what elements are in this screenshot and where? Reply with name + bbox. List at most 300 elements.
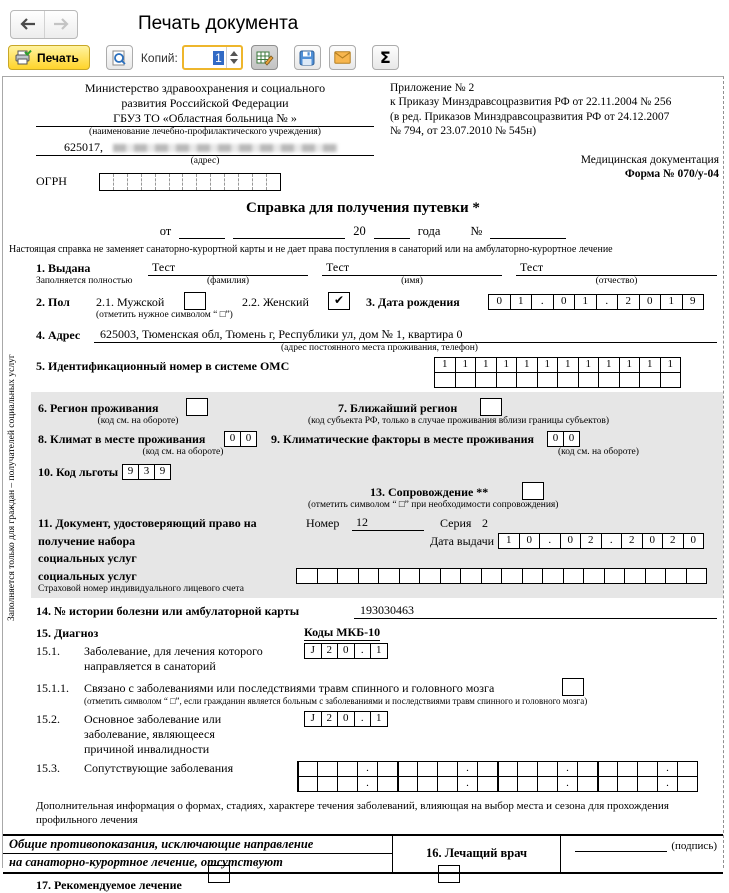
grid-cell: . [457,761,478,777]
ogrn-grid [99,173,281,191]
date-year-blank [374,226,410,239]
seria-value: 2 [482,515,488,530]
field3-label: 3. Дата рождения [366,294,460,309]
field13-label: 13. Сопровождение ** [370,485,489,499]
grid-cell [377,761,398,777]
grid-cell [397,776,418,792]
date-day-blank [179,226,225,239]
nav-history-group [10,10,78,39]
appendix-line3: (в ред. Приказов Минздравсоцразвития РФ от 24.12.2007 [390,110,670,123]
copies-spin-buttons[interactable] [226,47,241,68]
grid-cell [597,761,618,777]
grid-cell [617,761,638,777]
grid-cell [337,761,358,777]
field7-caption: (код субъекта РФ, только в случае проживания вблизи границы субъектов) [308,416,609,427]
grid-cell: 3 [138,464,155,480]
date-year-prefix: 20 [353,223,366,238]
facility-address-zip: 625017, [64,139,103,154]
nomer-label: Номер [306,515,340,530]
grid-cell [455,372,477,388]
field2-note: (отметить нужное символом “ □”) [96,309,233,320]
grid-cell [496,372,518,388]
seria-label: Серия [440,515,472,530]
grid-cell: 9 [154,464,171,480]
date-year-word: года [417,223,441,238]
grid-cell [677,776,698,792]
extra-note-row2 [3,814,723,828]
grid-cell: 9 [682,294,705,310]
snils-caption: Страховой номер индивидуального лицевого счета [38,583,244,594]
grid-cell [516,372,538,388]
grid-cell: 1 [619,357,641,373]
grid-cell [497,761,518,777]
field11-label1: 11. Документ, удостоверяющий право на [38,515,257,530]
grid-cell: . [354,711,372,727]
table-edit-icon [256,50,273,66]
birthdate-grid [488,294,704,310]
field17-label: 17. Рекомендуемое лечение [36,877,182,892]
grid-cell [624,568,646,584]
nomer-value: 12 [352,515,424,531]
field11-row4 [38,568,723,584]
grid-cell [317,761,338,777]
field8-grid [224,431,257,447]
header-right [374,81,723,191]
grid-cell: 1 [498,533,520,549]
oms-grid-row2 [434,372,681,388]
grid-cell: 1 [516,357,538,373]
grid-cell: 0 [639,294,662,310]
field8-9-captions [38,447,723,459]
field8-caption: (код см. на обороте) [142,447,224,458]
grid-cell: 0 [337,643,355,659]
address-caption: (адрес) [190,155,220,166]
snils-grid [296,568,707,584]
signature-cell [561,836,723,872]
grid-cell: 0 [683,533,705,549]
form-number: Форма № 070/у-04 [624,167,719,180]
back-button[interactable] [11,11,44,38]
field1511-num: 15.1.1. [36,680,69,695]
grid-cell [417,761,438,777]
number-sign: № [470,223,483,238]
email-button[interactable] [329,45,356,70]
grid-cell [497,776,518,792]
field13-caption: (отметить символом “ □” при необходимости сопровождения) [308,500,559,510]
field9-label: 9. Климатические факторы в месте проживания [271,432,535,447]
sideways-note: Заполняется только для граждан – получателей социальных услуг [7,354,17,622]
arrow-left-icon [19,18,36,30]
grid-cell [637,776,658,792]
grid-cell: 0 [224,431,241,447]
printer-icon [15,50,32,65]
extra-note1: Дополнительная информация о формах, стадиях, характере течения заболеваний, влияющая на выбор места и сезона для прохождения [36,800,669,812]
field9-caption: (код см. на обороте) [558,447,639,458]
fill-note: Заполняется полностью [36,275,133,286]
grid-cell: 1 [578,357,600,373]
grid-cell [434,372,456,388]
field14-label: 14. № истории болезни или амбулаторной карты [36,603,300,618]
field152-row2 [3,727,723,742]
field153-num: 15.3. [36,761,60,775]
field8-9-row [38,431,723,447]
grid-cell [440,568,462,584]
field13-row [38,482,723,500]
grid-cell [501,568,523,584]
grid-cell [481,568,503,584]
female-label: 2.2. Женский [242,294,309,309]
field7-label: 7. Ближайший регион [338,401,458,416]
field11-row1 [38,515,723,531]
field151-text1: Заболевание, для лечения которого [84,643,263,658]
contraindications-cell [3,836,393,872]
table-settings-button[interactable] [251,45,278,70]
grid-cell [297,761,318,777]
redacted-address [113,144,338,152]
field2-label: 2. Пол [36,294,70,309]
grid-cell [475,372,497,388]
field4-caption: (адрес постоянного места проживания, телефон) [281,343,478,354]
ogrn-row [36,173,374,191]
grid-cell: 0 [563,431,580,447]
grid-cell [317,776,338,792]
mkb-label: Коды МКБ-10 [304,624,381,639]
grid-cell: 1 [598,357,620,373]
grid-cell [399,568,421,584]
copies-value: 1 [215,50,222,65]
number-blank [490,226,566,239]
grid-cell: . [357,776,378,792]
grid-cell [619,372,641,388]
name-caption: (имя) [401,275,423,286]
field1511-caption-row [3,696,723,707]
print-preview-page [2,76,724,892]
copies-label: Копий: [140,50,178,65]
grid-cell: 0 [560,533,582,549]
header-left [36,81,374,191]
field152-text3: причиной инвалидности [84,742,210,756]
copies-input[interactable] [184,47,226,68]
ministry-line1: Министерство здравоохранения и социального [84,81,326,95]
grid-cell: . [601,533,623,549]
field4-label: 4. Адрес [36,328,81,343]
field6-label: 6. Регион проживания [38,401,159,416]
grid-cell [577,761,598,777]
appendix-line4: № 794, от 23.07.2010 № 545н) [390,125,537,138]
grid-cell: 1 [639,357,661,373]
grid-cell: . [539,533,561,549]
field5-row [3,357,723,388]
grid-cell: 1 [537,357,559,373]
document-title: Справка для получения путевки * [246,199,480,216]
field1511-cell [562,678,584,696]
field151-num: 15.1. [36,643,60,658]
grid-cell [617,776,638,792]
save-button[interactable] [294,45,321,70]
grid-cell [437,776,458,792]
sum-button[interactable] [372,45,399,70]
field151-text2: направляется в санаторий [84,658,216,673]
grid-cell [537,372,559,388]
grid-cell [598,372,620,388]
field10-label: 10. Код льготы [38,465,119,479]
grid-cell [419,568,441,584]
grid-cell [417,776,438,792]
field152-grid [304,711,388,727]
field153-grid-row1 [298,761,698,777]
grid-cell [437,761,458,777]
field153-grid-row2 [298,776,698,792]
male-checkbox [184,292,206,310]
med-doc-label: Медицинская документация [580,153,719,166]
field151-grid [304,643,388,659]
contraindications-table [3,834,723,874]
grid-cell: 2 [580,533,602,549]
grid-cell: . [596,294,619,310]
grid-cell: J [304,643,322,659]
grid-cell [639,372,661,388]
ogrn-label: ОГРН [36,174,67,189]
date-issued-label: Дата выдачи [430,533,495,548]
field9-grid [547,431,580,447]
grid-cell: . [557,761,578,777]
grid-cell [578,372,600,388]
grid-cell [337,568,359,584]
print-button[interactable] [8,45,90,70]
field1-captions [3,276,723,288]
field10-row [38,464,723,480]
grid-cell: 2 [621,533,643,549]
save-icon [299,50,315,66]
contra-line1: Общие противопоказания, исключающие направление [3,836,392,855]
field152-num: 15.2. [36,712,60,726]
grid-cell: 1 [660,294,683,310]
grid-cell: 1 [434,357,456,373]
field7-cell [480,398,502,416]
spin-up-icon[interactable] [230,51,238,56]
field153-grids [298,761,698,792]
doctor-cell: 16. Лечащий врач [393,836,561,872]
grid-cell: . [457,776,478,792]
grid-cell [637,761,658,777]
patronymic-value: Тест [516,260,717,276]
grid-cell [583,568,605,584]
field15-header [3,625,723,641]
grid-cell: 0 [519,533,541,549]
field11-label3: социальных услуг [38,550,137,565]
grid-cell [317,568,339,584]
extra-note2: профильного лечения [36,813,138,826]
form-note: Настоящая справка не заменяет санаторно-курортной карты и не дает права поступления в санаторий или на амбулаторно-курортное лечение [9,244,613,256]
address-value: 625003, Тюменская обл, Тюмень г, Республики ул, дом № 1, квартира 0 [94,327,717,343]
grid-cell [297,776,318,792]
field1511-caption: (отметить символом “ □”, если гражданин является больным с заболеваниями и последствиями травм спинного и головного мозга) [84,695,588,706]
preview-button[interactable] [106,45,133,70]
facility-name: ГБУЗ ТО «Областная больница № » [36,111,374,127]
grid-cell [296,568,318,584]
male-label: 2.1. Мужской [96,294,165,309]
grid-cell: 1 [370,643,388,659]
grid-cell [665,568,687,584]
grid-cell [597,776,618,792]
field2-note-row [3,310,723,322]
field1511-text: Связано с заболеваниями или последствиями травм спинного и головного мозга [84,680,495,695]
field17-checkbox-1 [208,865,230,883]
grid-cell [577,776,598,792]
date-line [3,224,723,240]
page-title: Печать документа [138,13,299,34]
field151-row [3,643,723,659]
field10-grid [122,464,171,480]
grid-cell [358,568,380,584]
field13-cell [522,482,544,500]
grid-cell: 2 [662,533,684,549]
grid-cell: 1 [557,357,579,373]
grid-cell: 1 [574,294,597,310]
grid-cell: 2 [617,294,640,310]
grid-cell: . [557,776,578,792]
field152-row [3,711,723,727]
grid-cell [378,568,400,584]
copies-spinner[interactable] [182,45,243,70]
spin-down-icon[interactable] [230,59,238,64]
grid-cell: 1 [496,357,518,373]
grid-cell: J [304,711,322,727]
grid-cell [517,761,538,777]
grid-cell: 1 [455,357,477,373]
field153-text: Сопутствующие заболевания [84,761,234,775]
grid-cell: 0 [240,431,257,447]
grid-cell [477,776,498,792]
grid-cell: 9 [122,464,139,480]
grid-cell: 1 [475,357,497,373]
field13-caption-row [38,500,723,512]
date-month-blank [233,226,345,239]
field6-cell [186,398,208,416]
oms-grid-row1 [434,357,681,373]
grid-cell [537,776,558,792]
titlebar [0,0,729,42]
field8-label: 8. Климат в месте проживания [38,432,206,447]
field151-row2 [3,659,723,674]
field14-value: 193030463 [354,603,717,619]
grid-cell [477,761,498,777]
field11-row2 [38,533,723,549]
grid-cell [522,568,544,584]
date-ot-label: от [159,223,172,238]
grid-cell: 2 [321,711,339,727]
field11-row3 [38,551,723,566]
field4-caption-row [3,343,723,355]
surname-caption: (фамилия) [207,275,249,286]
signature-caption: (подпись) [671,839,717,852]
grid-cell [660,372,682,388]
grid-cell [686,568,708,584]
field153-row [3,761,723,792]
form-header [3,77,723,191]
grid-cell [397,761,418,777]
grid-cell [517,776,538,792]
grid-cell [337,776,358,792]
forward-button[interactable] [44,11,77,38]
name-value: Тест [322,260,502,276]
patronymic-caption: (отчество) [595,275,638,286]
ministry-line2: развития Российской Федерации [121,96,289,110]
field17-row [3,878,723,893]
grid-cell [677,761,698,777]
field4-row [3,327,723,343]
grid-cell: 1 [660,357,682,373]
field11-label4: социальных услуг [38,568,137,583]
field152-text2: заболевание, являющееся [84,727,215,741]
print-button-label: Печать [37,50,79,65]
field11-label2: получение набора [38,533,136,548]
grid-cell [460,568,482,584]
facility-caption: (наименование лечебно-профилактического учреждения) [89,127,321,137]
grid-cell: . [357,761,378,777]
sigma-icon: Σ [379,48,391,67]
date-issued-grid [498,533,704,549]
toolbar [0,42,729,76]
grid-cell: . [657,761,678,777]
field6-7-row [38,398,723,416]
appendix-line1: Приложение № 2 [390,82,475,94]
grid-cell: 0 [337,711,355,727]
grid-cell [557,372,579,388]
snils-caption-row [38,584,723,596]
field14-row [3,603,723,619]
field17-checkbox-2 [438,865,460,883]
contra-line2: на санаторно-курортное лечение, отсутствуют [9,855,283,870]
field1-label: 1. Выдана [36,260,91,275]
field1511-row [3,678,723,696]
grid-cell [645,568,667,584]
grid-cell [563,568,585,584]
grid-cell [377,776,398,792]
field152-text1: Основное заболевание или [84,712,222,726]
grid-cell [604,568,626,584]
grid-cell: . [657,776,678,792]
field152-row3 [3,742,723,757]
grid-cell: 0 [553,294,576,310]
envelope-icon [334,51,351,64]
field6-caption: (код см. на обороте) [97,416,179,427]
field6-7-captions [38,416,723,428]
grid-cell: 0 [488,294,511,310]
female-checkbox: ✔ [328,292,350,310]
grid-cell: 1 [370,711,388,727]
surname-value: Тест [148,260,308,276]
field5-label: 5. Идентификационный номер в системе ОМС [36,359,290,374]
grid-cell: . [531,294,554,310]
field15-label: 15. Диагноз [36,625,99,640]
field1-row [3,260,723,276]
field2-3-row [3,292,723,310]
grid-cell: 0 [642,533,664,549]
preview-icon [111,50,127,66]
facility-address-line [36,139,374,156]
grid-cell [537,761,558,777]
grid-cell: 0 [547,431,564,447]
social-benefits-section [31,392,723,598]
appendix-line2: к Приказу Минздравсоцразвития РФ от 22.11.2004 № 256 [390,96,672,109]
grid-cell: 1 [510,294,533,310]
grid-cell: . [354,643,372,659]
arrow-right-icon [53,18,70,30]
signature-line [575,840,667,852]
oms-grid [434,357,681,388]
grid-cell: 2 [321,643,339,659]
